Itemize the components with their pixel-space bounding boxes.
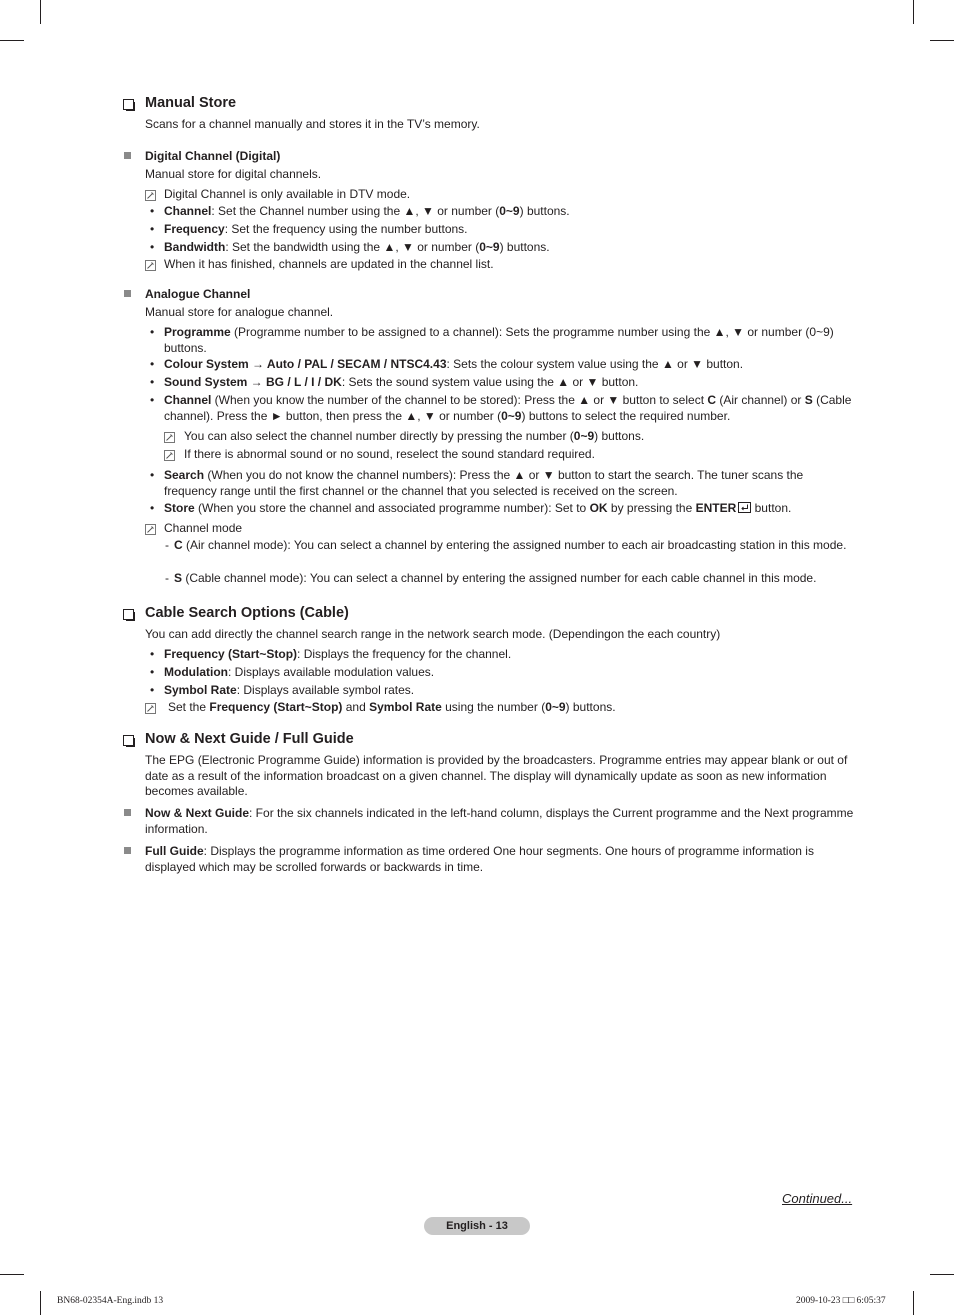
analogue-colour-item: Colour System → Auto / PAL / SECAM / NTSC4.43: Sets the colour system value using the ▲ or ▼ button.: [164, 357, 744, 371]
cable-desc: You can add directly the channel search range in the network search mode. (Dependingon the each country): [145, 627, 721, 641]
analogue-search-item: Search (When you do not know the channel numbers): Press the ▲ or ▼ button to start the search. The tuner scans the frequency range until the first channel or the channel that you selected is received on the screen.: [164, 468, 804, 498]
note-icon: [145, 260, 156, 271]
checkbox-icon: [123, 609, 134, 620]
guide-desc: The EPG (Electronic Programme Guide) information is provided by the broadcasters. Programme entries may appear blank or out of date as a result of the information broadcast on a given channel. The display will dynamically update as soon as new information becomes available.: [145, 753, 848, 798]
analogue-store-item: Store (When you store the channel and associated programme number): Set to OK by pressing the ENTER button.: [164, 501, 792, 515]
digital-channel-item: Channel: Set the Channel number using the ▲, ▼ or number (0~9) buttons.: [164, 204, 570, 218]
section-title-cable: Cable Search Options (Cable): [145, 605, 349, 621]
bullet: •: [150, 375, 155, 389]
continued-label: Continued...: [782, 1191, 853, 1206]
cable-symbol-rate-item: Symbol Rate: Displays available symbol rates.: [164, 683, 415, 697]
bullet: •: [150, 357, 155, 371]
gray-square-icon: [124, 152, 131, 159]
channel-mode-note: Channel mode: [164, 521, 243, 535]
analogue-sub-note-1: You can also select the channel number directly by pressing the number (0~9) buttons.: [184, 429, 645, 443]
bullet: •: [150, 683, 155, 697]
section-title-guide: Now & Next Guide / Full Guide: [145, 731, 354, 747]
crop-mark: [40, 0, 41, 24]
digital-note-2: When it has finished, channels are updated in the channel list.: [164, 257, 494, 271]
dash: -: [165, 571, 169, 585]
digital-channel-desc: Manual store for digital channels.: [145, 167, 322, 181]
manual-store-desc: Scans for a channel manually and stores it in the TV’s memory.: [145, 117, 480, 131]
crop-mark: [40, 1291, 41, 1315]
gray-square-icon: [124, 847, 131, 854]
analogue-channel-title: Analogue Channel: [145, 287, 251, 301]
digital-frequency-item: Frequency: Set the frequency using the number buttons.: [164, 222, 468, 236]
crop-mark: [0, 40, 24, 41]
digital-channel-title: Digital Channel (Digital): [145, 149, 281, 163]
mode-s-item: S (Cable channel mode): You can select a channel by entering the assigned number for each cable channel in this mode.: [174, 571, 817, 585]
note-icon: [164, 450, 175, 461]
full-guide-item: Full Guide: Displays the programme information as time ordered One hour segments. One hours of programme information is displayed which may be scrolled forwards or backwards in time.: [145, 844, 814, 874]
now-next-item: Now & Next Guide: For the six channels indicated in the left-hand column, displays the Current programme and the Next programme information.: [145, 806, 854, 836]
page-number: English - 13: [424, 1217, 530, 1235]
section-title-manual-store: Manual Store: [145, 95, 237, 111]
crop-mark: [930, 1274, 954, 1275]
note-icon: [145, 703, 156, 714]
gray-square-icon: [124, 290, 131, 297]
note-icon: [145, 190, 156, 201]
bullet: •: [150, 501, 155, 515]
crop-mark: [0, 1274, 24, 1275]
analogue-programme-item: Programme (Programme number to be assigned to a channel): Sets the programme number using the ▲, ▼ or number (0~9) buttons.: [164, 325, 834, 355]
mode-c-item: C (Air channel mode): You can select a channel by entering the assigned number to each air broadcasting station in this mode.: [174, 538, 847, 552]
analogue-channel-item: Channel (When you know the number of the channel to be stored): Press the ▲ or ▼ button to select C (Air channel) or S (Cable channel). Press the ► button, then press the ▲, ▼ or number (0~9) buttons to select the required number.: [164, 393, 852, 423]
bullet: •: [150, 665, 155, 679]
enter-icon: [738, 502, 751, 513]
gray-square-icon: [124, 809, 131, 816]
crop-mark: [930, 40, 954, 41]
bullet: •: [150, 325, 155, 339]
analogue-channel-desc: Manual store for analogue channel.: [145, 305, 334, 319]
slug-left: BN68-02354A-Eng.indb 13: [57, 1296, 164, 1306]
bullet: •: [150, 393, 155, 407]
crop-mark: [913, 1291, 914, 1315]
cable-modulation-item: Modulation: Displays available modulation values.: [164, 665, 435, 679]
note-icon: [164, 432, 175, 443]
note-icon: [145, 524, 156, 535]
crop-mark: [913, 0, 914, 24]
analogue-sound-item: Sound System → BG / L / I / DK: Sets the sound system value using the ▲ or ▼ button.: [164, 375, 639, 389]
bullet: •: [150, 204, 155, 218]
digital-note-1: Digital Channel is only available in DTV mode.: [164, 187, 411, 201]
bullet: •: [150, 222, 155, 236]
bullet: •: [150, 468, 155, 482]
bullet: •: [150, 240, 155, 254]
bullet: •: [150, 647, 155, 661]
digital-bandwidth-item: Bandwidth: Set the bandwidth using the ▲, ▼ or number (0~9) buttons.: [164, 240, 550, 254]
checkbox-icon: [123, 99, 134, 110]
cable-note: Set the Frequency (Start~Stop) and Symbol Rate using the number (0~9) buttons.: [168, 700, 616, 714]
dash: -: [165, 538, 169, 552]
cable-frequency-item: Frequency (Start~Stop): Displays the frequency for the channel.: [164, 647, 512, 661]
analogue-sub-note-2: If there is abnormal sound or no sound, reselect the sound standard required.: [184, 447, 595, 461]
slug-right: 2009-10-23 □□ 6:05:37: [796, 1296, 886, 1306]
checkbox-icon: [123, 735, 134, 746]
